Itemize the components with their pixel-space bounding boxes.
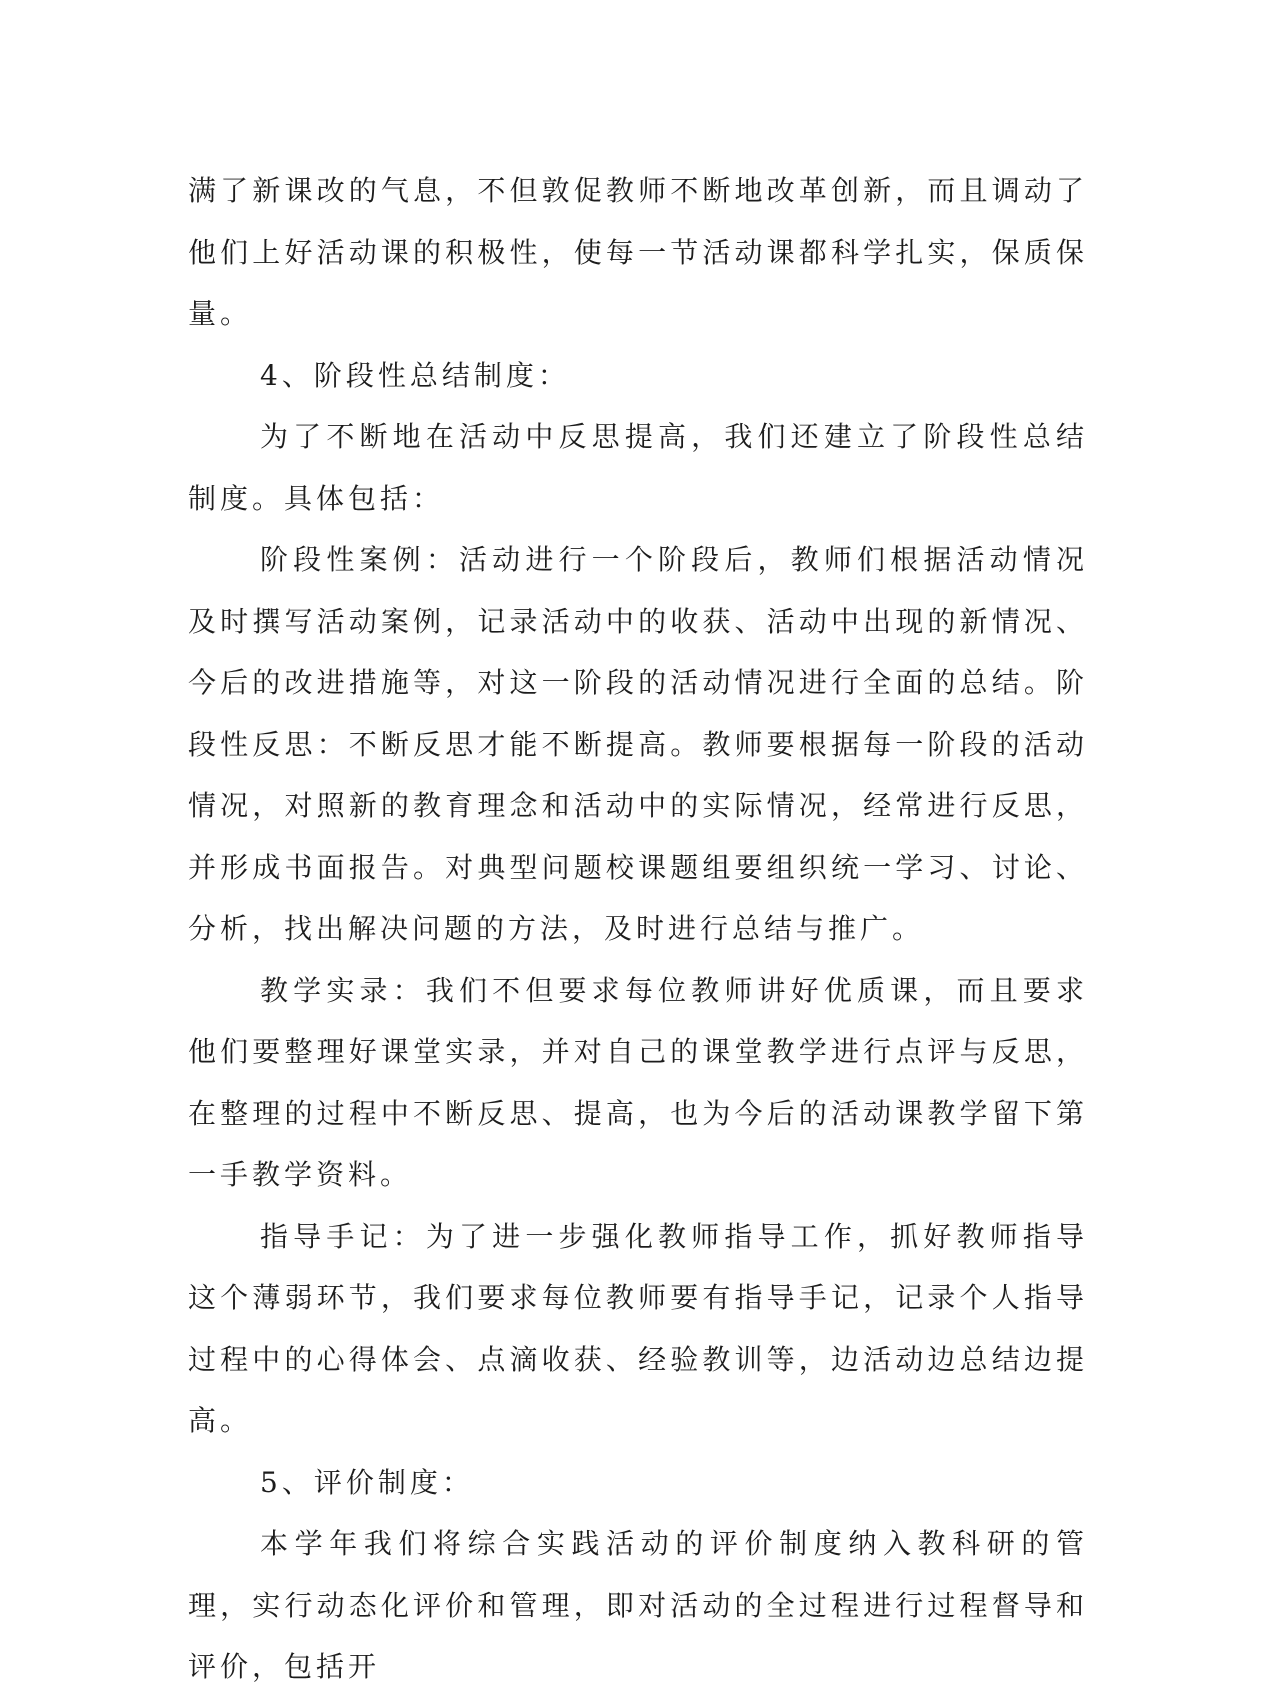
section-heading-stage-summary: 4、阶段性总结制度： — [260, 358, 570, 392]
paragraph-teaching-records: 教学实录：我们不但要求每位教师讲好优质课，而且要求他们要整理好课堂实录，并对自己的课堂教学进行点评与反思，在整理的过程中不断反思、提高，也为今后的活动课教学留下第一手教学资料。 — [188, 973, 1088, 1191]
section-heading-evaluation: 5、评价制度： — [260, 1465, 474, 1499]
paragraph-guidance-notes: 指导手记：为了进一步强化教师指导工作，抓好教师指导这个薄弱环节，我们要求每位教师要有指导手记，记录个人指导过程中的心得体会、点滴收获、经验教训等，边活动边总结边提高。 — [188, 1219, 1088, 1437]
paragraph-stage-summary-intro: 为了不断地在活动中反思提高，我们还建立了阶段性总结制度。具体包括： — [188, 420, 1088, 515]
paragraph-stage-cases: 阶段性案例：活动进行一个阶段后，教师们根据活动情况及时撰写活动案例，记录活动中的收获、活动中出现的新情况、今后的改进措施等，对这一阶段的活动情况进行全面的总结。阶段性反思：不断反思才能不断提高。教师要根据每一阶段的活动情况，对照新的教育理念和活动中的实际情况，经常进行反思，并形成书面报告。对典型问题校课题组要组织统一学习、讨论、分析，找出解决问题的方法，及时进行总结与推广。 — [188, 543, 1088, 945]
document-body — [188, 160, 1088, 1698]
paragraph-continuation: 满了新课改的气息，不但敦促教师不断地改革创新，而且调动了他们上好活动课的积极性，使每一节活动课都科学扎实，保质保量。 — [188, 174, 1088, 330]
paragraph-evaluation: 本学年我们将综合实践活动的评价制度纳入教科研的管理，实行动态化评价和管理，即对活动的全过程进行过程督导和评价，包括开 — [188, 1527, 1088, 1683]
